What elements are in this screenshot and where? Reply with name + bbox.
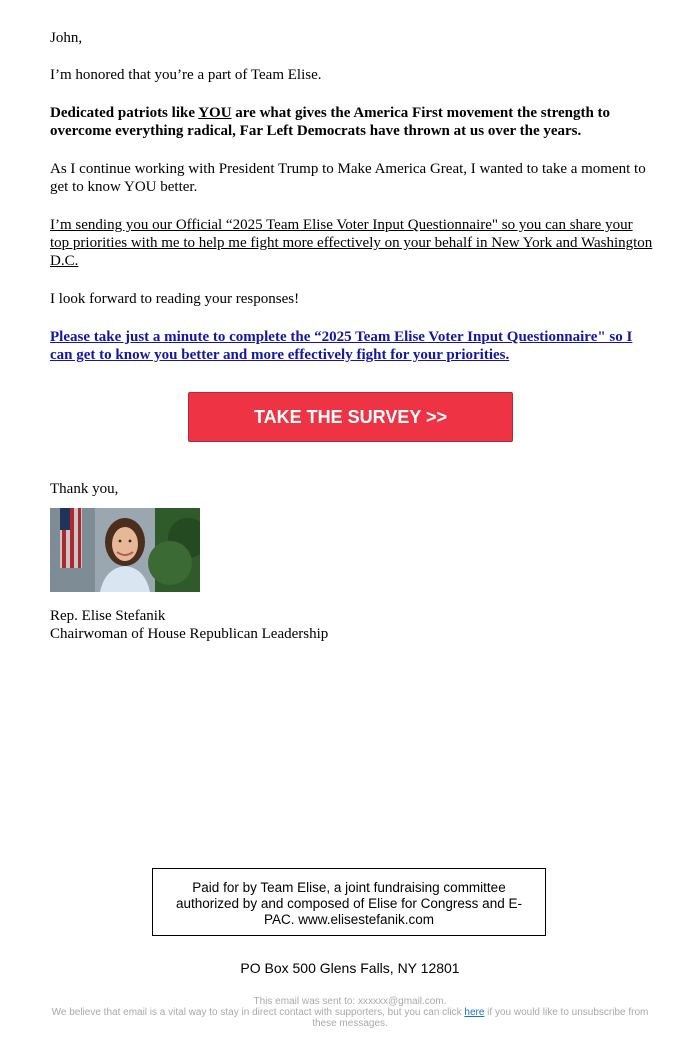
patriots-pre: Dedicated patriots like — [50, 105, 199, 121]
paragraph-patriots — [50, 104, 655, 140]
mailing-address: PO Box 500 Glens Falls, NY 12801 — [240, 960, 460, 976]
patriots-you: YOU — [198, 105, 232, 121]
paragraph-trump: As I continue working with President Trump to Make America Great, I wanted to take a moment to get to know YOU better. — [50, 161, 646, 195]
cta-link-paragraph — [50, 328, 655, 364]
unsubscribe-pre: We believe that email is a vital way to stay in direct contact with supporters, but you can click — [51, 1007, 465, 1018]
paragraph-questionnaire: I’m sending you our Official “2025 Team Elise Voter Input Questionnaire" so you can share your top priorities with me to help me fight more effectively on your behalf in New York and Washington D.C. — [50, 217, 653, 269]
unsubscribe-link[interactable]: here — [464, 1007, 485, 1018]
questionnaire-link[interactable]: Please take just a minute to complete the “2025 Team Elise Voter Input Questionnaire" so I can get to know you better and more effectively fight for your priorities. — [50, 329, 633, 363]
sent-to-notice: This email was sent to: xxxxxx@gmail.com. — [253, 996, 447, 1007]
signature-name: Rep. Elise Stefanik — [50, 608, 166, 624]
patriots-post: are what gives the America First movement the strength to overcome everything radical, Far Left Democrats have thrown at us over the years. — [50, 105, 611, 139]
signature-title: Chairwoman of House Republican Leadership — [50, 626, 329, 642]
paid-for-disclaimer: Paid for by Team Elise, a joint fundraising committee authorized by and composed of Elise for Congress and E-PAC. www.elisestefanik.com — [152, 868, 546, 936]
paragraph-honored: I’m honored that you’re a part of Team Elise. — [50, 67, 322, 83]
greeting: John, — [50, 30, 83, 46]
signature-photo — [50, 508, 200, 592]
unsubscribe-post: if you would like to unsubscribe from these messages. — [312, 1007, 649, 1029]
closing: Thank you, — [50, 481, 119, 497]
paragraph-look-forward: I look forward to reading your responses! — [50, 291, 300, 307]
take-survey-button[interactable]: TAKE THE SURVEY >> — [188, 392, 513, 442]
unsubscribe-notice — [40, 1007, 660, 1029]
